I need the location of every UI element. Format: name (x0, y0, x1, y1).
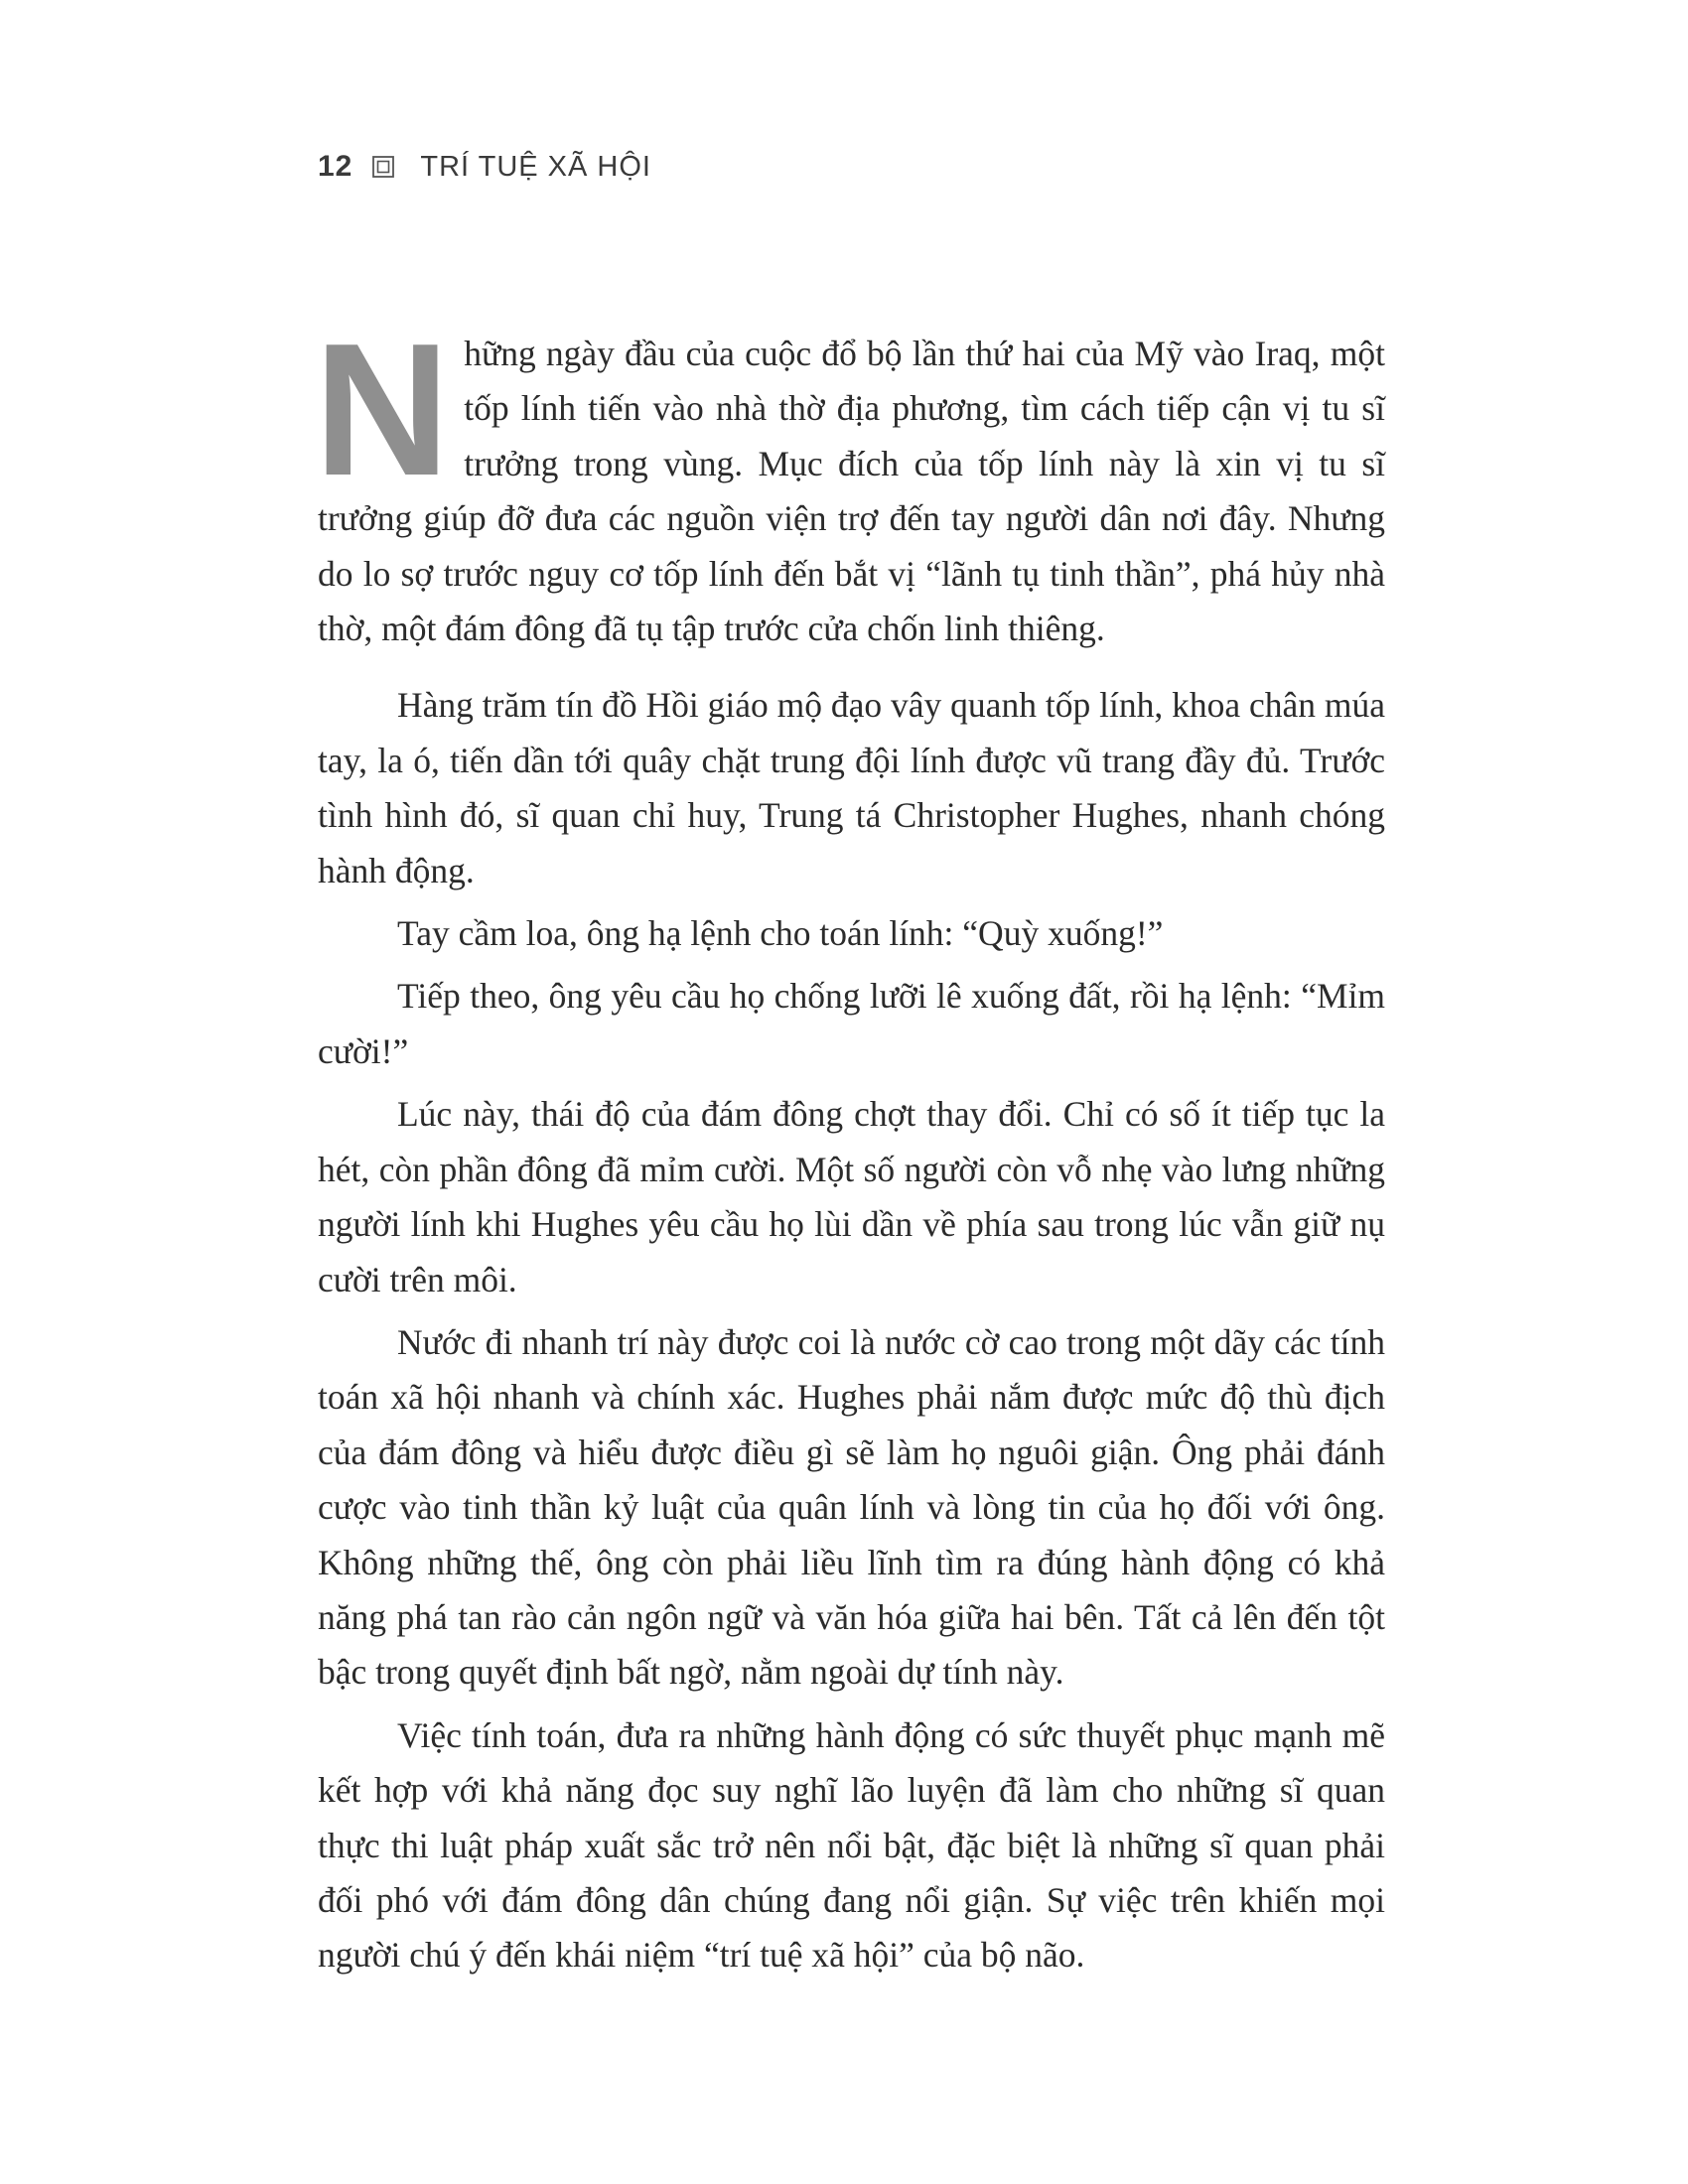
square-frame-icon (372, 156, 394, 178)
body-text (314, 305, 1385, 1983)
paragraph-1 (314, 305, 1385, 656)
paragraph-2: Hàng trăm tín đồ Hồi giáo mộ đạo vây quanh tốp lính, khoa chân múa tay, la ó, tiến dần tới quây chặt trung đội lính được vũ trang đầy đủ. Trước tình hình đó, sĩ quan chỉ huy, Trung tá Christopher Hughes, nhanh chóng hành động. (318, 685, 1385, 890)
page-number: 12 (318, 150, 353, 183)
paragraph-3: Tay cầm loa, ông hạ lệnh cho toán lính: “Quỳ xuống!” (397, 913, 1164, 954)
paragraph-7: Việc tính toán, đưa ra những hành động có sức thuyết phục mạnh mẽ kết hợp với khả năng đọc suy nghĩ lão luyện đã làm cho những sĩ quan thực thi luật pháp xuất sắc trở nên nổi bật, đặc biệt là những sĩ quan phải đối phó với đám đông dân chúng đang nổi giận. Sự việc trên khiến mọi người chú ý đến khái niệm “trí tuệ xã hội” của bộ não. (318, 1714, 1385, 1976)
paragraph-5: Lúc này, thái độ của đám đông chợt thay đổi. Chỉ có số ít tiếp tục la hét, còn phần đông đã mỉm cười. Một số người còn vỗ nhẹ vào lưng những người lính khi Hughes yêu cầu họ lùi dần về phía sau trong lúc vẫn giữ nụ cười trên môi. (318, 1094, 1385, 1299)
paragraph-6: Nước đi nhanh trí này được coi là nước cờ cao trong một dãy các tính toán xã hội nhanh và chính xác. Hughes phải nắm được mức độ thù địch của đám đông và hiểu được điều gì sẽ làm họ nguôi giận. Ông phải đánh cược vào tinh thần kỷ luật của quân lính và lòng tin của họ đối với ông. Không những thế, ông còn phải liều lĩnh tìm ra đúng hành động có khả năng phá tan rào cản ngôn ngữ và văn hóa giữa hai bên. Tất cả lên đến tột bậc trong quyết định bất ngờ, nằm ngoài dự tính này. (318, 1321, 1385, 1693)
paragraph-4: Tiếp theo, ông yêu cầu họ chống lưỡi lê xuống đất, rồi hạ lệnh: “Mỉm cười!” (318, 976, 1385, 1071)
paragraph-1-text: hững ngày đầu của cuộc đổ bộ lần thứ hai của Mỹ vào Iraq, một tốp lính tiến vào nhà thờ địa phương, tìm cách tiếp cận vị tu sĩ trưởng trong vùng. Mục đích của tốp lính này là xin vị tu sĩ trưởng giúp đỡ đưa các nguồn viện trợ đến tay người dân nơi đây. Nhưng do lo sợ trước nguy cơ tốp lính đến bắt vị “lãnh tụ tinh thần”, phá hủy nhà thờ, một đám đông đã tụ tập trước cửa chốn linh thiêng. (318, 334, 1385, 649)
drop-cap: N (314, 305, 451, 515)
running-head (318, 145, 651, 189)
running-title: TRÍ TUỆ XÃ HỘI (420, 150, 651, 183)
